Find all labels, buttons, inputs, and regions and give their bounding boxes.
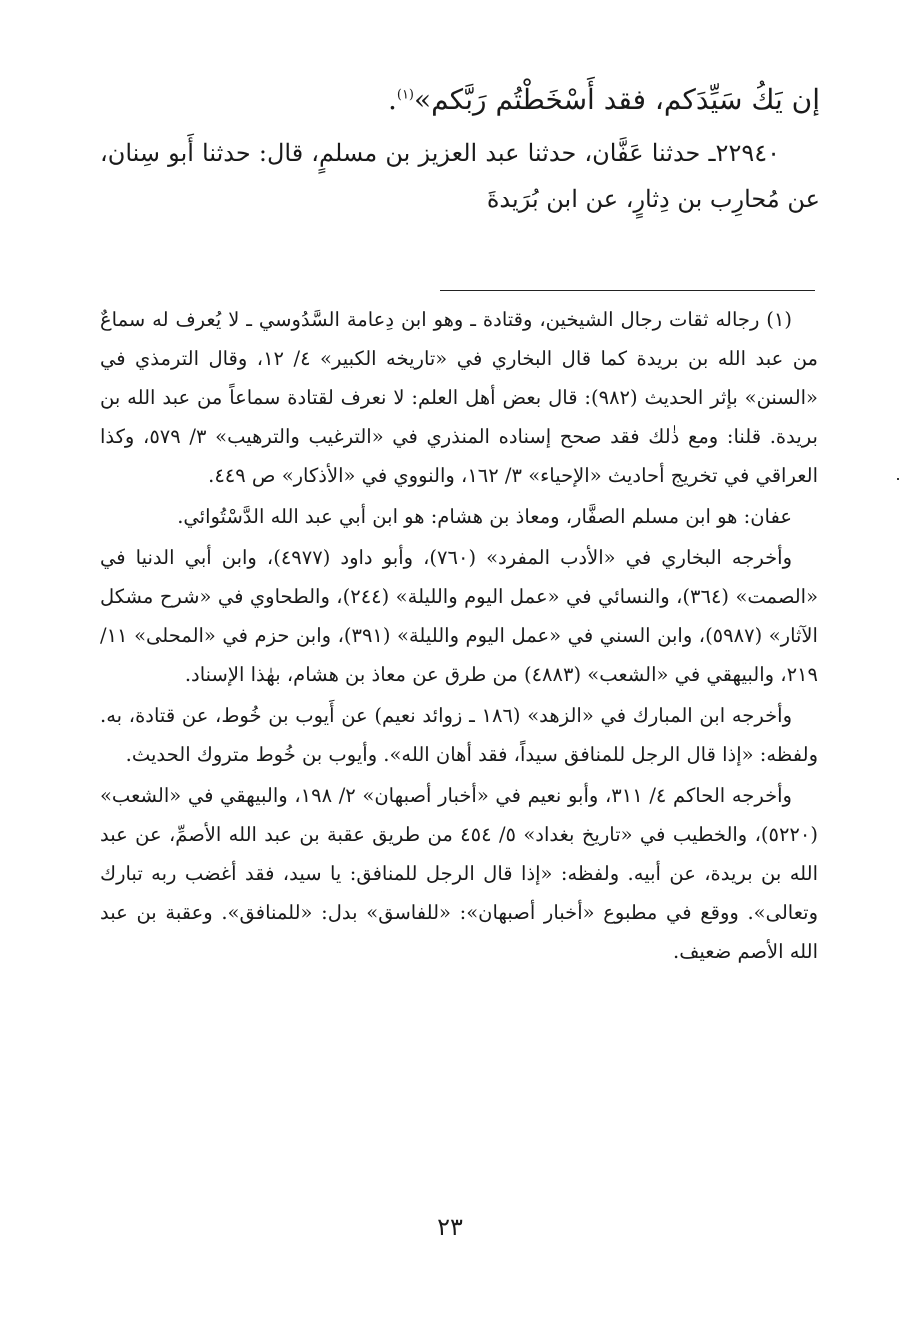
hadith-ending-line: إن يَكُ سَيِّدَكم، فقد أَسْخَطْتُم رَبَّكم»$^{(١)}$. [387,83,820,116]
footnote-reference: (١) [396,87,414,103]
footnotes [100,300,818,973]
hadith-text: ٢٢٩٤٠ـ حدثنا عَفَّان، حدثنا عبد العزيز بن مسلمٍ، قال: حدثنا أَبو سِنان، عن مُحارِب بن دِثارٍ، عن ابن بُرَيدةَ [100,139,820,213]
page-number: ٢٣ [437,1213,463,1241]
footnote-paragraph: وأخرجه ابن المبارك في «الزهد» (١٨٦ ـ زوائد نعيم) عن أَيوب بن خُوط، عن قتادة، به. ولفظه: «إذا قال الرجل للمنافق سيداً، فقد أهان الله». وأيوب بن خُوط متروك الحديث. [100,704,818,766]
hadith-ending-text: إن يَكُ سَيِّدَكم، فقد أَسْخَطْتُم رَبَّكم» [414,83,820,116]
footnote-paragraph: عفان: هو ابن مسلم الصفَّار، ومعاذ بن هشام: هو ابن أبي عبد الله الدَّسْتُوائي. [177,505,792,528]
footnote-separator [440,290,815,291]
footnote-paragraph: وأخرجه البخاري في «الأدب المفرد» (٧٦٠)، وأبو داود (٤٩٧٧)، وابن أبي الدنيا في «الصمت» (٣٦٤)، والنسائي في «عمل اليوم والليلة» (٢٤٤)، والطحاوي في «شرح مشكل الآثار» (٥٩٨٧)، وابن السني في «عمل اليوم والليلة» (٣٩١)، وابن حزم في «المحلى» ١١/ ٢١٩، والبيهقي في «الشعب» (٤٨٨٣) من طرق عن معاذ بن هشام، بهٰذا الإسناد. [100,546,819,686]
footnote-paragraph: (١) رجاله ثقات رجال الشيخين، وقتادة ـ وهو ابن دِعامة السَّدُوسي ـ لا يُعرف له سماعٌ من عبد الله بن بريدة كما قال البخاري في «تاريخه الكبير» ٤/ ١٢، وقال الترمذي في «السنن» بإثر الحديث (٩٨٢): قال بعض أهل العلم: لا نعرف لقتادة سماعاً من عبد الله بن بريدة. قلنا: ومع ذٰلك فقد صحح إسناده المنذري في «الترغيب والترهيب» ٣/ ٥٧٩، وكذا العراقي في تخريج أحاديث «الإحياء» ٣/ ١٦٢، والنووي في «الأذكار» ص ٤٤٩. [100,308,819,487]
footnote-paragraph: وأخرجه الحاكم ٤/ ٣١١، وأبو نعيم في «أخبار أصبهان» ٢/ ١٩٨، والبيهقي في «الشعب» (٥٢٢٠)، والخطيب في «تاريخ بغداد» ٥/ ٤٥٤ من طريق عقبة بن عبد الله الأصمِّ، عن عبد الله بن بريدة، عن أبيه. ولفظه: «إذا قال الرجل للمنافق: يا سيد، فقد أغضب ربه تبارك وتعالى». ووقع في مطبوع «أخبار أصبهان»: «للفاسق» بدل: «للمنافق». وعقبة بن عبد الله الأصم ضعيف. [100,784,818,963]
main-text [100,70,820,222]
